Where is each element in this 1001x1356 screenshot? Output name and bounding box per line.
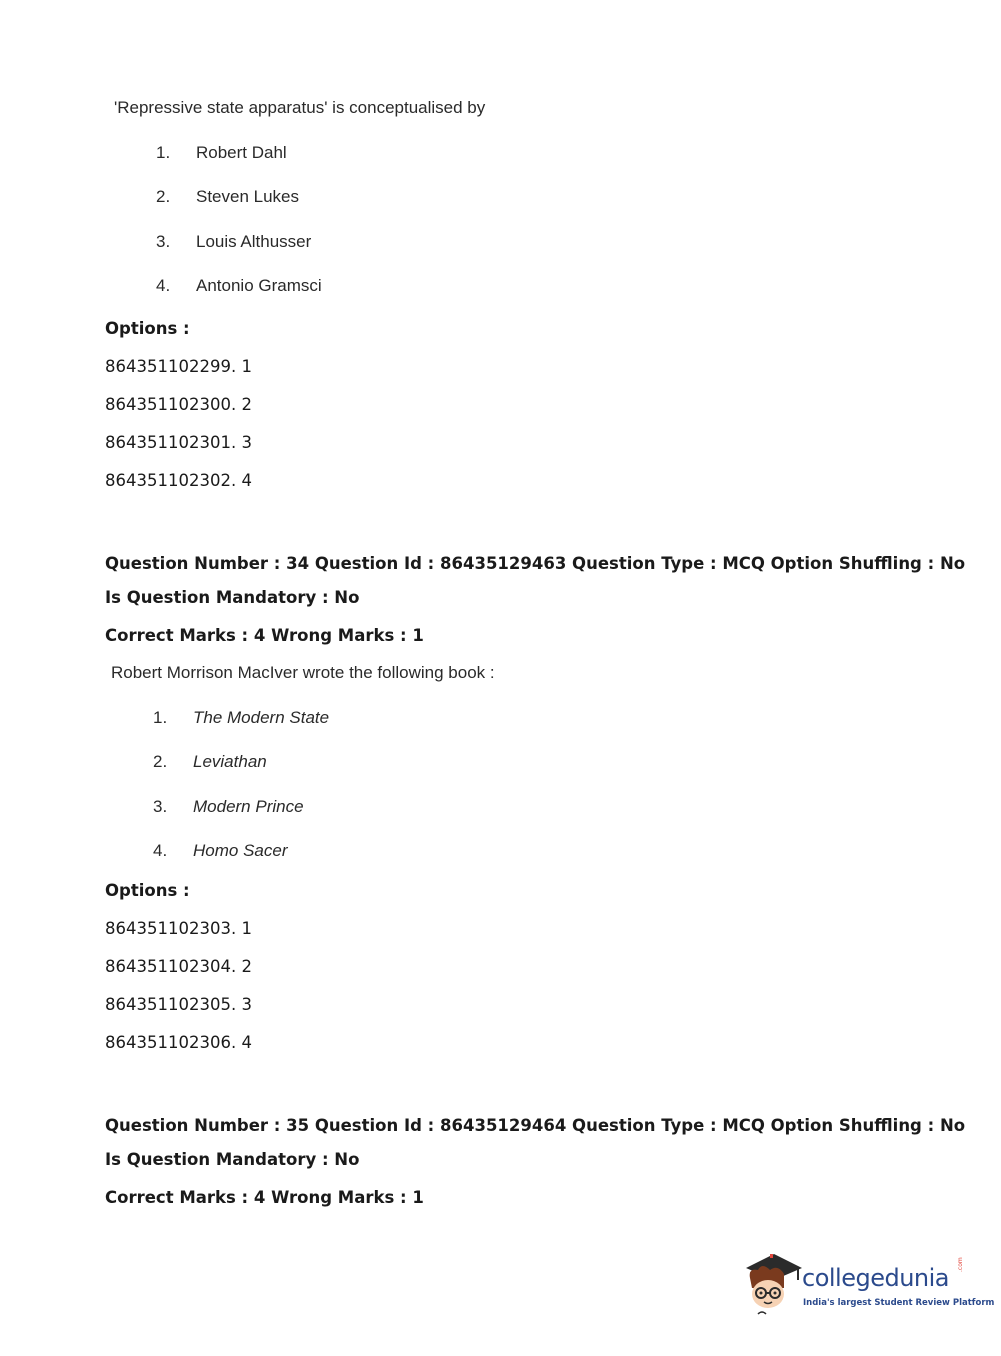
choice-text: Modern Prince (193, 797, 304, 816)
choice-text: Louis Althusser (196, 232, 312, 251)
logo-wordmark: collegedunia (802, 1264, 950, 1292)
question-marks: Correct Marks : 4 Wrong Marks : 1 (105, 626, 424, 645)
choice-number: 1. (153, 708, 168, 727)
options-label: Options : (105, 881, 190, 900)
choice-number: 1. (156, 143, 171, 162)
choice-text: Homo Sacer (193, 841, 288, 860)
option-id: 864351102305. 3 (105, 995, 252, 1014)
choice-number: 4. (153, 841, 168, 860)
question-text: 'Repressive state apparatus' is conceptualised by (114, 98, 486, 117)
question-mandatory: Is Question Mandatory : No (105, 1150, 360, 1169)
option-id: 864351102301. 3 (105, 433, 252, 452)
choice-text: Antonio Gramsci (196, 276, 322, 295)
choice-number: 4. (156, 276, 171, 295)
option-id: 864351102300. 2 (105, 395, 252, 414)
option-id: 864351102306. 4 (105, 1033, 252, 1052)
choice-number: 3. (156, 232, 171, 251)
option-id: 864351102302. 4 (105, 471, 252, 490)
question-header: Question Number : 35 Question Id : 86435129464 Question Type : MCQ Option Shuffling : No (105, 1116, 966, 1135)
choice-number: 3. (153, 797, 168, 816)
choice-text: Leviathan (193, 752, 267, 771)
question-marks: Correct Marks : 4 Wrong Marks : 1 (105, 1188, 424, 1207)
choice-number: 2. (153, 752, 168, 771)
logo-com: .com (957, 1257, 964, 1272)
option-id: 864351102303. 1 (105, 919, 252, 938)
choice-number: 2. (156, 187, 171, 206)
question-mandatory: Is Question Mandatory : No (105, 588, 360, 607)
option-id: 864351102299. 1 (105, 357, 252, 376)
question-header: Question Number : 34 Question Id : 86435129463 Question Type : MCQ Option Shuffling : No (105, 554, 966, 573)
mascot-icon (740, 1248, 804, 1318)
option-id: 864351102304. 2 (105, 957, 252, 976)
logo-tagline: India's largest Student Review Platform (803, 1298, 995, 1308)
collegedunia-logo (740, 1248, 995, 1318)
choice-text: Steven Lukes (196, 187, 300, 206)
question-text: Robert Morrison MacIver wrote the following book : (111, 663, 495, 682)
options-label: Options : (105, 319, 190, 338)
choice-text: Robert Dahl (196, 143, 287, 162)
choice-text: The Modern State (193, 708, 330, 727)
